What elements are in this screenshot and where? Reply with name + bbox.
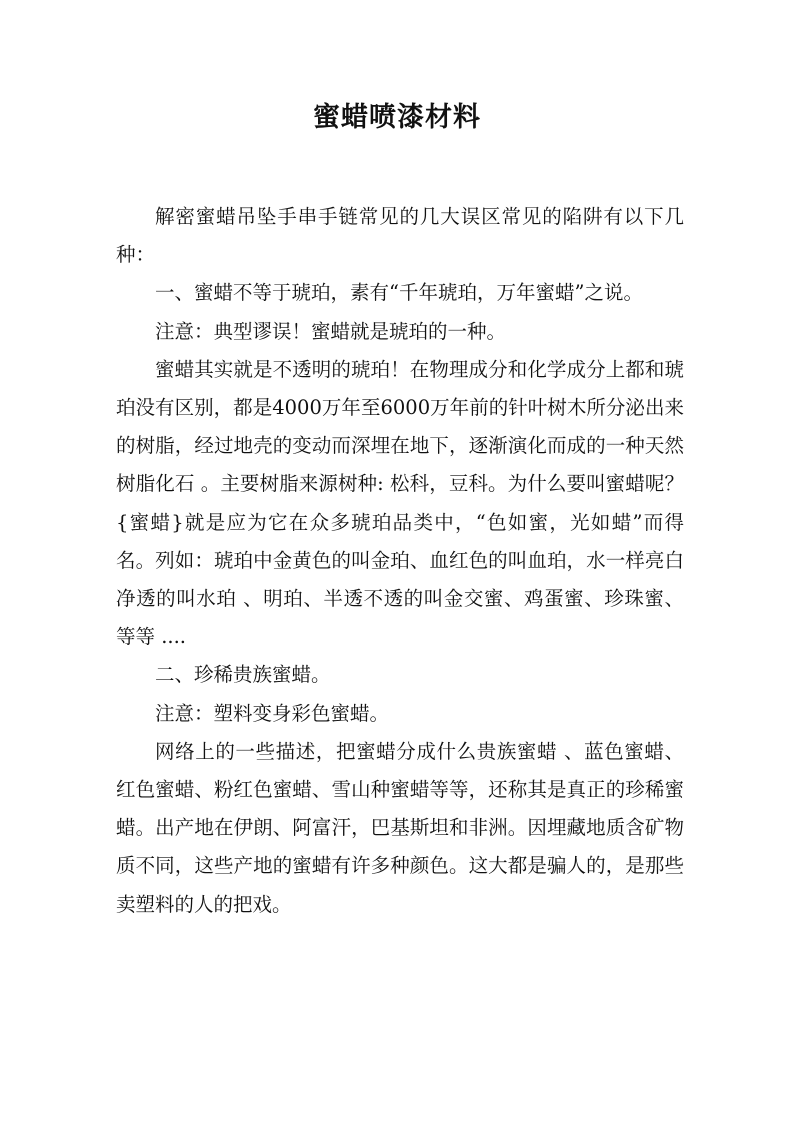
paragraph-intro: 解密蜜蜡吊坠手串手链常见的几大误区常见的陷阱有以下几种：	[116, 205, 684, 267]
paragraph-note-two: 注意：塑料变身彩色蜜蜡。	[155, 701, 390, 725]
paragraph-point-one: 一、蜜蜡不等于琥珀，素有“千年琥珀，万年蜜蜡”之说。	[155, 281, 643, 305]
document-body	[116, 198, 684, 924]
paragraph-note-one: 注意：典型谬误！蜜蜡就是琥珀的一种。	[155, 319, 507, 343]
document-title: 蜜蜡喷漆材料	[313, 102, 481, 133]
paragraph-explanation-two: 网络上的一些描述，把蜜蜡分成什么贵族蜜蜡 、蓝色蜜蜡、红色蜜蜡、粉红色蜜蜡、雪山种蜜蜡等等，还称其是真正的珍稀蜜蜡。出产地在伊朗、阿富汗，巴基斯坦和非洲。因埋藏地质含矿物质不同，这些产地的蜜蜡有许多种颜色。这大都是骗人的，是那些卖塑料的人的把戏。	[116, 739, 684, 916]
paragraph-point-two: 二、珍稀贵族蜜蜡。	[155, 663, 331, 687]
paragraph-explanation-one: 蜜蜡其实就是不透明的琥珀！在物理成分和化学成分上都和琥珀没有区别，都是4000万年至6000万年前的针叶树木所分泌出来的树脂，经过地壳的变动而深埋在地下，逐渐演化而成的一种天然树脂化石 。主要树脂来源树种: 松科，豆科。为什么要叫蜜蜡呢？{蜜蜡}就是应为它在众多琥珀品类中，“色如蜜，光如蜡”而得名。列如：琥珀中金黄色的叫金珀、血红色的叫血珀，水一样亮白净透的叫水珀 、明珀、半透不透的叫金交蜜、鸡蛋蜜、珍珠蜜、等等 ....	[116, 357, 684, 649]
